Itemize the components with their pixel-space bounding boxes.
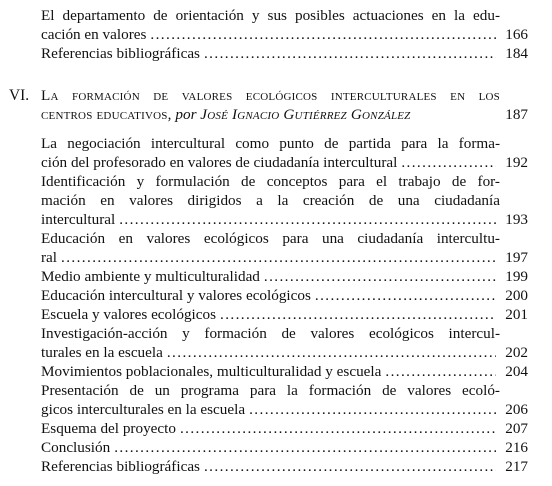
toc-entry-identificacion-line1: Identificación y formulación de conceptos para el trabajo de for- <box>41 173 500 190</box>
chapter-number: VI. <box>9 87 30 104</box>
toc-page-number: 207 <box>505 420 528 437</box>
toc-entry-text: Movimientos poblacionales, multiculturalidad y escuela <box>41 363 382 380</box>
dot-leader <box>220 305 496 324</box>
chapter-page-number: 187 <box>505 106 528 123</box>
dot-leader <box>61 248 496 267</box>
dot-leader <box>119 210 496 229</box>
toc-page-number: 201 <box>505 306 528 323</box>
toc-entry-identificacion-line3 <box>41 210 500 229</box>
dot-leader <box>204 44 496 63</box>
dot-leader <box>264 267 496 286</box>
toc-entry-text: Escuela y valores ecológicos <box>41 306 217 323</box>
toc-entry-negociacion-line1: La negociación intercultural como punto de partida para la forma- <box>41 135 500 152</box>
dot-leader <box>385 362 496 381</box>
dot-leader <box>401 153 496 172</box>
toc-entry-text: Esquema del proyecto <box>41 420 176 437</box>
toc-page-number: 184 <box>505 45 528 62</box>
toc-entry-educacion-valores-line1: Educación en valores ecológicos para una ciudadanía intercultu- <box>41 230 500 247</box>
toc-entry-text: ción del profesorado en valores de ciudadanía intercultural <box>41 154 398 171</box>
toc-entry-presentacion-line1: Presentación de un programa para la formación de valores ecoló- <box>41 382 500 399</box>
toc-page-number: 199 <box>505 268 528 285</box>
toc-page-number: 197 <box>505 249 528 266</box>
chapter-title-text: centros educativos, <box>41 106 172 123</box>
toc-entry-negociacion-line2 <box>41 153 500 172</box>
toc-page-number: 202 <box>505 344 528 361</box>
toc-entry-referencias-1 <box>41 44 500 63</box>
dot-leader <box>180 419 496 438</box>
toc-entry-medio-ambiente <box>41 267 500 286</box>
toc-entry-movimientos <box>41 362 500 381</box>
toc-entry-presentacion-line2 <box>41 400 500 419</box>
toc-entry-text: intercultural <box>41 211 116 228</box>
dot-leader <box>167 343 496 362</box>
dot-leader <box>249 400 496 419</box>
toc-page-number: 192 <box>505 154 528 171</box>
toc-entry-educacion-intercultural <box>41 286 500 305</box>
toc-entry-text: Referencias bibliográficas <box>41 45 200 62</box>
dot-leader <box>204 457 496 476</box>
toc-entry-conclusion <box>41 438 500 457</box>
toc-entry-text: Conclusión <box>41 439 111 456</box>
toc-page-number: 200 <box>505 287 528 304</box>
toc-page-number: 204 <box>505 363 528 380</box>
toc-entry-text: Educación intercultural y valores ecológicos <box>41 287 311 304</box>
chapter-author: José Ignacio Gutiérrez González <box>200 106 411 123</box>
chapter-title-line1: La formación de valores ecológicos interculturales en los <box>41 87 500 104</box>
dot-leader <box>315 286 496 305</box>
toc-entry-investigacion-line1: Investigación-acción y formación de valores ecológicos intercul- <box>41 325 500 342</box>
toc-entry-identificacion-line2: mación en valores dirigidos a la creación de una ciudadanía <box>41 192 500 209</box>
toc-entry-text: gicos interculturales en la escuela <box>41 401 246 418</box>
toc-entry-text: turales en la escuela <box>41 344 163 361</box>
toc-entry-orientacion-line2 <box>41 25 500 44</box>
toc-entry-escuela-valores <box>41 305 500 324</box>
toc-page-number: 206 <box>505 401 528 418</box>
toc-entry-text: cación en valores <box>41 26 147 43</box>
toc-entry-referencias-2 <box>41 457 500 476</box>
toc-page-number: 193 <box>505 211 528 228</box>
chapter-title-line2 <box>41 105 441 124</box>
toc-entry-text: Medio ambiente y multiculturalidad <box>41 268 260 285</box>
toc-entry-orientacion-line1: El departamento de orientación y sus posibles actuaciones en la edu- <box>41 7 500 24</box>
chapter-author-by: por <box>175 106 197 123</box>
toc-entry-esquema <box>41 419 500 438</box>
toc-page-number: 216 <box>505 439 528 456</box>
toc-page-number: 217 <box>505 458 528 475</box>
toc-entry-educacion-valores-line2 <box>41 248 500 267</box>
toc-page-number: 166 <box>505 26 528 43</box>
dot-leader <box>150 25 496 44</box>
toc-entry-investigacion-line2 <box>41 343 500 362</box>
toc-entry-text: ral <box>41 249 58 266</box>
dot-leader <box>114 438 496 457</box>
toc-entry-text: Referencias bibliográficas <box>41 458 200 475</box>
